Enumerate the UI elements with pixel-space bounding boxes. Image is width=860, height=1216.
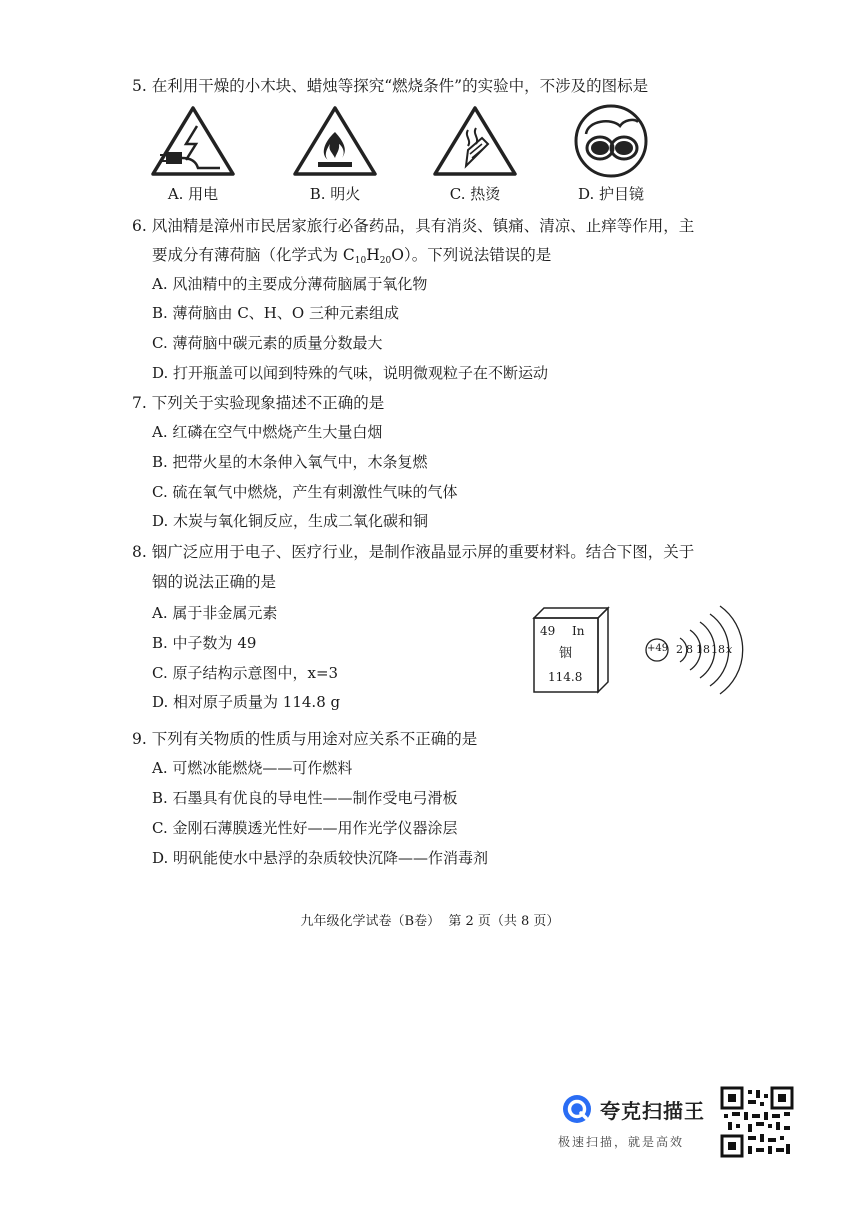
atom-structure-diagram: [644, 604, 744, 696]
q8-option-b: B. 中子数为 49: [152, 634, 257, 652]
element-symbol: In: [572, 624, 585, 638]
q5-option-d: D. 护目镜: [577, 185, 645, 203]
q8-option-d: D. 相对原子质量为 114.8 g: [152, 693, 341, 711]
q9-option-b: B. 石墨具有优良的导电性——制作受电弓滑板: [152, 789, 458, 807]
q6-stem-line2: 要成分有薄荷脑（化学式为 C10H20O）。下列说法错误的是: [152, 246, 552, 266]
shell-5-electrons: x: [726, 643, 733, 656]
quark-logo-icon: [562, 1094, 592, 1124]
nucleus-charge: +49: [647, 643, 669, 654]
q6-stem-line1: 6. 风油精是漳州市民居家旅行必备药品，具有消炎、镇痛、清凉、止痒等作用，主: [132, 217, 695, 235]
q5-option-a: A. 用电: [167, 185, 219, 203]
q8-stem-line1: 8. 铟广泛应用于电子、医疗行业，是制作液晶显示屏的重要材料。结合下图，关于: [132, 543, 695, 561]
q8-stem-line2: 铟的说法正确的是: [152, 573, 277, 591]
q8-option-c: C. 原子结构示意图中，x=3: [152, 664, 339, 682]
q7-option-b: B. 把带火星的木条伸入氧气中，木条复燃: [152, 453, 428, 471]
shell-3-electrons: 18: [696, 643, 710, 656]
brand-name: 夸克扫描王: [600, 1099, 705, 1123]
shell-2-electrons: 8: [686, 643, 693, 656]
q5-option-c: C. 热烫: [449, 185, 501, 203]
shell-1-electrons: 2: [676, 643, 683, 656]
element-card: [530, 604, 612, 696]
q7-option-d: D. 木炭与氧化铜反应，生成二氧化碳和铜: [152, 512, 429, 530]
atomic-number: 49: [540, 624, 556, 638]
q8-option-a: A. 属于非金属元素: [152, 604, 278, 622]
atomic-mass: 114.8: [548, 670, 583, 684]
brand-slogan: 极速扫描，就是高效: [558, 1135, 685, 1149]
q5-stem: 5. 在利用干燥的小木块、蜡烛等探究“燃烧条件”的实验中，不涉及的图标是: [132, 77, 649, 95]
q6-option-c: C. 薄荷脑中碳元素的质量分数最大: [152, 334, 383, 352]
q7-option-c: C. 硫在氧气中燃烧，产生有刺激性气味的气体: [152, 483, 458, 501]
q6-option-d: D. 打开瓶盖可以闻到特殊的气味，说明微观粒子在不断运动: [152, 364, 549, 382]
q9-stem: 9. 下列有关物质的性质与用途对应关系不正确的是: [132, 730, 478, 748]
element-name: 铟: [559, 646, 573, 661]
electricity-hazard-icon: [150, 104, 236, 178]
q9-option-d: D. 明矾能使水中悬浮的杂质较快沉降——作消毒剂: [152, 849, 489, 867]
page-footer: 九年级化学试卷（B卷） 第 2 页（共 8 页）: [300, 914, 560, 929]
q7-stem: 7. 下列关于实验现象描述不正确的是: [132, 394, 385, 412]
q5-option-b: B. 明火: [309, 185, 361, 203]
open-flame-icon: [292, 104, 378, 178]
q7-option-a: A. 红磷在空气中燃烧产生大量白烟: [152, 423, 383, 441]
hot-surface-icon: [432, 104, 518, 178]
q6-option-a: A. 风油精中的主要成分薄荷脑属于氧化物: [152, 275, 428, 293]
goggles-icon: [572, 102, 650, 180]
q9-option-c: C. 金刚石薄膜透光性好——用作光学仪器涂层: [152, 819, 458, 837]
shell-4-electrons: 18: [711, 643, 725, 656]
qr-code-icon: [720, 1086, 794, 1158]
q9-option-a: A. 可燃冰能燃烧——可作燃料: [152, 759, 353, 777]
q6-option-b: B. 薄荷脑由 C、H、O 三种元素组成: [152, 304, 399, 322]
